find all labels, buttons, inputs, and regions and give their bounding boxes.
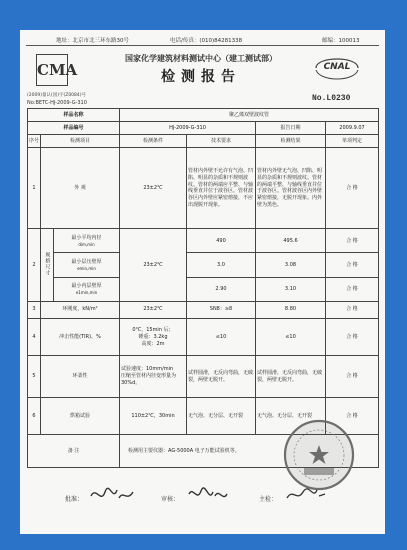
sample-code-label: 样品编号: [28, 122, 120, 135]
test-item: 环刚度，kN/m²: [41, 301, 120, 319]
test-item: 环柔性: [41, 356, 120, 398]
cma-logo: CMA: [36, 54, 68, 86]
header-divider: [26, 45, 379, 46]
sample-code-row: [28, 122, 379, 135]
technical-requirement: 3.0: [187, 253, 256, 277]
table-row: [28, 319, 379, 356]
sample-name-label: 样品名称: [28, 109, 120, 122]
tester-signature: [283, 482, 329, 508]
report-date-label: 报告日期: [256, 122, 326, 135]
subitem-symbol: dim,min: [78, 241, 95, 247]
technical-requirement: ≤10: [187, 319, 256, 356]
technical-requirement: 管材内外壁不允许有气泡、凹陷、明显的杂质和不规则波纹。管材的两端应平整、与轴线垂直并位于波谷区。管材波谷区内外壁应紧密熔接，不应出现脱开现象。: [187, 148, 256, 229]
center-name: 国家化学建筑材料测试中心（建工测试部）: [125, 54, 277, 63]
test-item: 冲击性能(TIR)，%: [41, 319, 120, 356]
test-subitem: [54, 253, 120, 277]
report-date-value: 2009.9.07: [326, 122, 379, 135]
table-row: [28, 277, 379, 301]
test-item: 烘箱试验: [41, 397, 120, 434]
judgement: 合 格: [326, 253, 379, 277]
group-label: [41, 229, 54, 301]
table-row: [28, 229, 379, 253]
test-item: 外 观: [41, 148, 120, 229]
test-result: 管材内外壁无气泡、凹陷、明显的杂质和不规则波纹。管材的两端平整、与轴线垂直并位于波谷区。管材波谷区内外壁紧密熔接，无脱开现象。内外壁为黑色。: [256, 148, 326, 229]
certification-line: (2009)量认(国)字(Z0084)号: [27, 93, 87, 98]
subitem-name: 最小平均内径: [71, 234, 102, 241]
test-condition: 23±2℃: [120, 229, 187, 301]
test-results-table: [27, 108, 379, 468]
table-header-row: [28, 135, 379, 148]
remarks-label: 备 注: [28, 435, 120, 468]
col-header-item: 检测项目: [41, 135, 120, 148]
judgement: 合 格: [326, 301, 379, 319]
col-header-no: 序号: [28, 135, 41, 148]
col-header-condition: 检测条件: [120, 135, 187, 148]
zipcode-text: 邮编：100013: [322, 38, 360, 44]
test-subitem: [54, 277, 120, 301]
test-result: 无气泡、无分层、无开裂: [256, 397, 326, 434]
table-row: [28, 253, 379, 277]
technical-requirement: 490: [187, 229, 256, 253]
judgement: 合 格: [326, 356, 379, 398]
col-header-judgement: 单项判定: [326, 135, 379, 148]
col-header-requirement: 技术要求: [187, 135, 256, 148]
table-row: [28, 356, 379, 398]
subitem-name: 最小内层壁厚: [71, 282, 102, 289]
judgement: 合 格: [326, 277, 379, 301]
test-condition: 试验速度：10mm/min 压缩至管材内径变形量为30%d。: [120, 356, 187, 398]
subitem-symbol: emin,min: [77, 265, 96, 271]
test-result: 495.6: [256, 229, 326, 253]
cnal-logo: [310, 50, 364, 86]
serial-number: No.L0230: [312, 94, 351, 103]
signature-row: [27, 478, 378, 518]
row-number: 2: [28, 229, 41, 301]
phone-text: 电话/传真：(010)84281338: [170, 38, 243, 44]
judgement: 合 格: [326, 229, 379, 253]
col-header-result: 检测结果: [256, 135, 326, 148]
test-condition: 110±2℃，30min: [120, 397, 187, 434]
reviewer-signature: [185, 482, 231, 508]
row-number: 5: [28, 356, 41, 398]
test-result: ≤10: [256, 319, 326, 356]
test-result: 8.80: [256, 301, 326, 319]
review-label: 审核：: [161, 496, 180, 503]
test-result: 试样圆滑，无反向弯曲，无破裂，两壁无脱开。: [256, 356, 326, 398]
sample-name-row: [28, 109, 379, 122]
test-condition: 23±2℃: [120, 148, 187, 229]
technical-requirement: 试样圆滑，无反向弯曲，无破裂，两壁无脱开。: [187, 356, 256, 398]
test-result: 3.10: [256, 277, 326, 301]
test-result: 3.08: [256, 253, 326, 277]
judgement: 合 格: [326, 319, 379, 356]
row-number: 3: [28, 301, 41, 319]
test-label: 主检：: [259, 496, 278, 503]
technical-requirement: 无气泡、无分层、无开裂: [187, 397, 256, 434]
judgement: 合 格: [326, 397, 379, 434]
remarks-text: 检测用主要仪器：AG-5000A 电子万能试验机等。: [120, 435, 379, 468]
subitem-name: 最小层压壁厚: [71, 258, 102, 265]
test-subitem: [54, 229, 120, 253]
report-number: No:BETC-HJ-2009-G-310: [27, 100, 87, 106]
row-number: 1: [28, 148, 41, 229]
test-condition: 0℃，15min 后； 锤重：3.2kg 高度：2m: [120, 319, 187, 356]
test-condition: 23±2℃: [120, 301, 187, 319]
row-number: 6: [28, 397, 41, 434]
cnal-text: CNAL: [323, 62, 351, 72]
report-paper: [20, 30, 385, 534]
technical-requirement: SN8：≥8: [187, 301, 256, 319]
table-row: [28, 301, 379, 319]
table-row: [28, 148, 379, 229]
sample-name-value: 聚乙烯双壁波纹管: [120, 109, 379, 122]
technical-requirement: 2.90: [187, 277, 256, 301]
approve-label: 批准：: [65, 496, 84, 503]
document-title: 检测报告: [161, 69, 241, 85]
row-number: 4: [28, 319, 41, 356]
sample-code-value: HJ-2009-G-310: [120, 122, 256, 135]
address-text: 地址：北京市北三环东路30号: [56, 38, 129, 44]
judgement: 合 格: [326, 148, 379, 229]
subitem-symbol: e1min,min: [75, 289, 98, 295]
group-label-text: 规格尺寸: [44, 251, 51, 276]
approver-signature: [87, 482, 139, 508]
